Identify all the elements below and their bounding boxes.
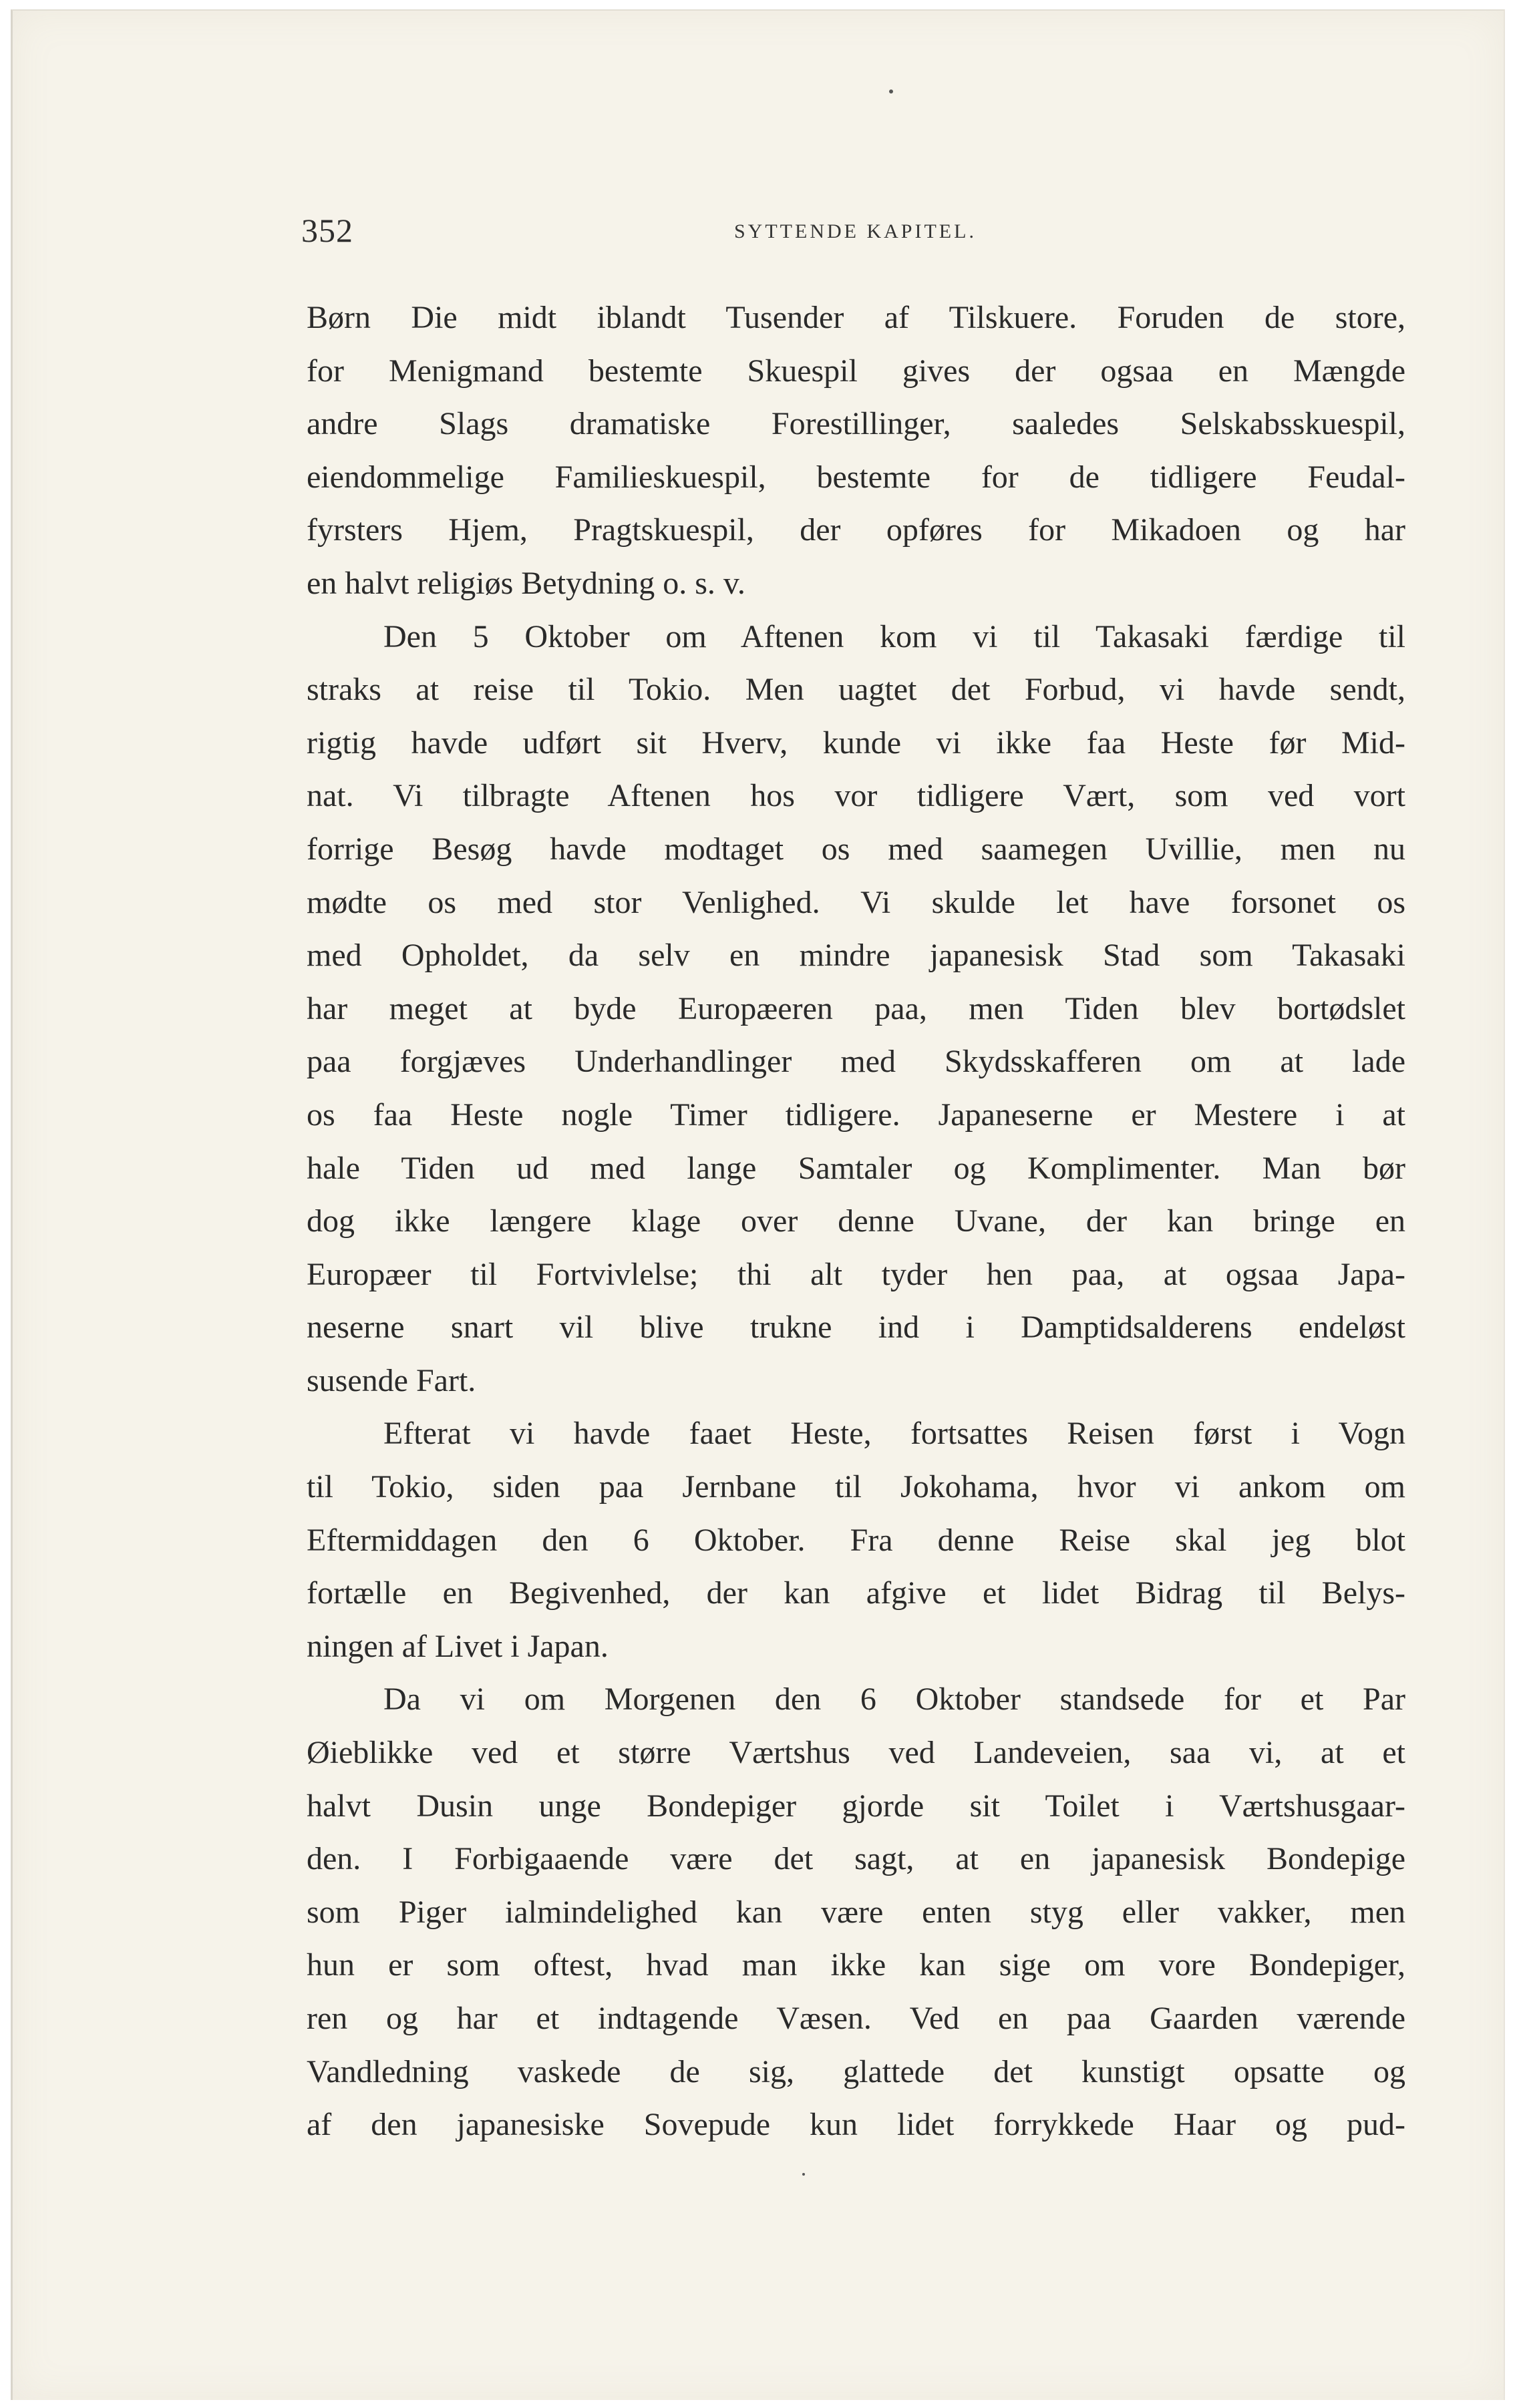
text-line: Den 5 Oktober om Aftenen kom vi til Takasaki færdige til bbox=[383, 618, 1405, 654]
body-text bbox=[307, 291, 1405, 2152]
text-line: mødte os med stor Venlighed. Vi skulde let have forsonet os bbox=[307, 884, 1405, 920]
text-line: hale Tiden ud med lange Samtaler og Komplimenter. Man bør bbox=[307, 1150, 1405, 1186]
ink-speck bbox=[802, 2173, 805, 2176]
text-line: ren og har et indtagende Væsen. Ved en paa Gaarden værende bbox=[307, 2001, 1405, 2036]
page-number: 352 bbox=[301, 212, 353, 249]
text-line: nat. Vi tilbragte Aftenen hos vor tidligere Vært, som ved vort bbox=[307, 778, 1405, 814]
book-page bbox=[11, 9, 1505, 2400]
text-line: Eftermiddagen den 6 Oktober. Fra denne Reise skal jeg blot bbox=[307, 1522, 1405, 1558]
text-line: Efterat vi havde faaet Heste, fortsattes Reisen først i Vogn bbox=[383, 1416, 1405, 1452]
text-line: Europæer til Fortvivlelse; thi alt tyder hen paa, at ogsaa Japa- bbox=[307, 1256, 1405, 1292]
text-line: neserne snart vil blive trukne ind i Damptidsalderens endeløst bbox=[307, 1310, 1405, 1346]
text-line: fortælle en Begivenhed, der kan afgive et lidet Bidrag til Belys- bbox=[307, 1575, 1405, 1611]
text-line: straks at reise til Tokio. Men uagtet det Forbud, vi havde sendt, bbox=[307, 672, 1405, 708]
text-line: dog ikke længere klage over denne Uvane, der kan bringe en bbox=[307, 1203, 1405, 1239]
text-line: den. I Forbigaaende være det sagt, at en japanesisk Bondepige bbox=[307, 1841, 1405, 1877]
text-line: paa forgjæves Underhandlinger med Skydsskafferen om at lade bbox=[307, 1044, 1405, 1080]
running-head: SYTTENDE KAPITEL. bbox=[734, 220, 977, 242]
text-line: har meget at byde Europæeren paa, men Tiden blev bortødslet bbox=[307, 990, 1405, 1026]
ink-speck bbox=[889, 89, 893, 93]
text-line: som Piger ialmindelighed kan være enten styg eller vakker, men bbox=[307, 1894, 1405, 1930]
text-line: af den japanesiske Sovepude kun lidet forrykkede Haar og pud- bbox=[307, 2107, 1405, 2143]
page-header bbox=[13, 211, 1504, 251]
text-line: eiendommelige Familieskuespil, bestemte for de tidligere Feudal- bbox=[307, 459, 1405, 495]
text-line: Da vi om Morgenen den 6 Oktober standsede for et Par bbox=[383, 1681, 1405, 1718]
text-line: en halvt religiøs Betydning o. s. v. bbox=[307, 565, 745, 601]
text-line: med Opholdet, da selv en mindre japanesisk Stad som Takasaki bbox=[307, 938, 1405, 974]
text-line: ningen af Livet i Japan. bbox=[307, 1628, 609, 1664]
text-line: fyrsters Hjem, Pragtskuespil, der opføres for Mikadoen og har bbox=[307, 512, 1405, 548]
text-line: forrige Besøg havde modtaget os med saamegen Uvillie, men nu bbox=[307, 831, 1405, 867]
text-line: os faa Heste nogle Timer tidligere. Japaneserne er Mestere i at bbox=[307, 1096, 1405, 1133]
text-line: Øieblikke ved et større Værtshus ved Landeveien, saa vi, at et bbox=[307, 1735, 1405, 1771]
text-line: hun er som oftest, hvad man ikke kan sige om vore Bondepiger, bbox=[307, 1947, 1405, 1983]
text-line: til Tokio, siden paa Jernbane til Jokohama, hvor vi ankom om bbox=[307, 1469, 1405, 1505]
text-line: halvt Dusin unge Bondepiger gjorde sit Toilet i Værtshusgaar- bbox=[307, 1788, 1405, 1824]
text-line: andre Slags dramatiske Forestillinger, saaledes Selskabsskuespil, bbox=[307, 406, 1405, 442]
text-line: rigtig havde udført sit Hverv, kunde vi ikke faa Heste før Mid- bbox=[307, 725, 1405, 761]
text-line: susende Fart. bbox=[307, 1362, 476, 1398]
text-line: Børn Die midt iblandt Tusender af Tilskuere. Foruden de store, bbox=[307, 300, 1405, 335]
text-line: for Menigmand bestemte Skuespil gives der ogsaa en Mængde bbox=[307, 353, 1405, 389]
text-line: Vandledning vaskede de sig, glattede det kunstigt opsatte og bbox=[307, 2053, 1405, 2089]
